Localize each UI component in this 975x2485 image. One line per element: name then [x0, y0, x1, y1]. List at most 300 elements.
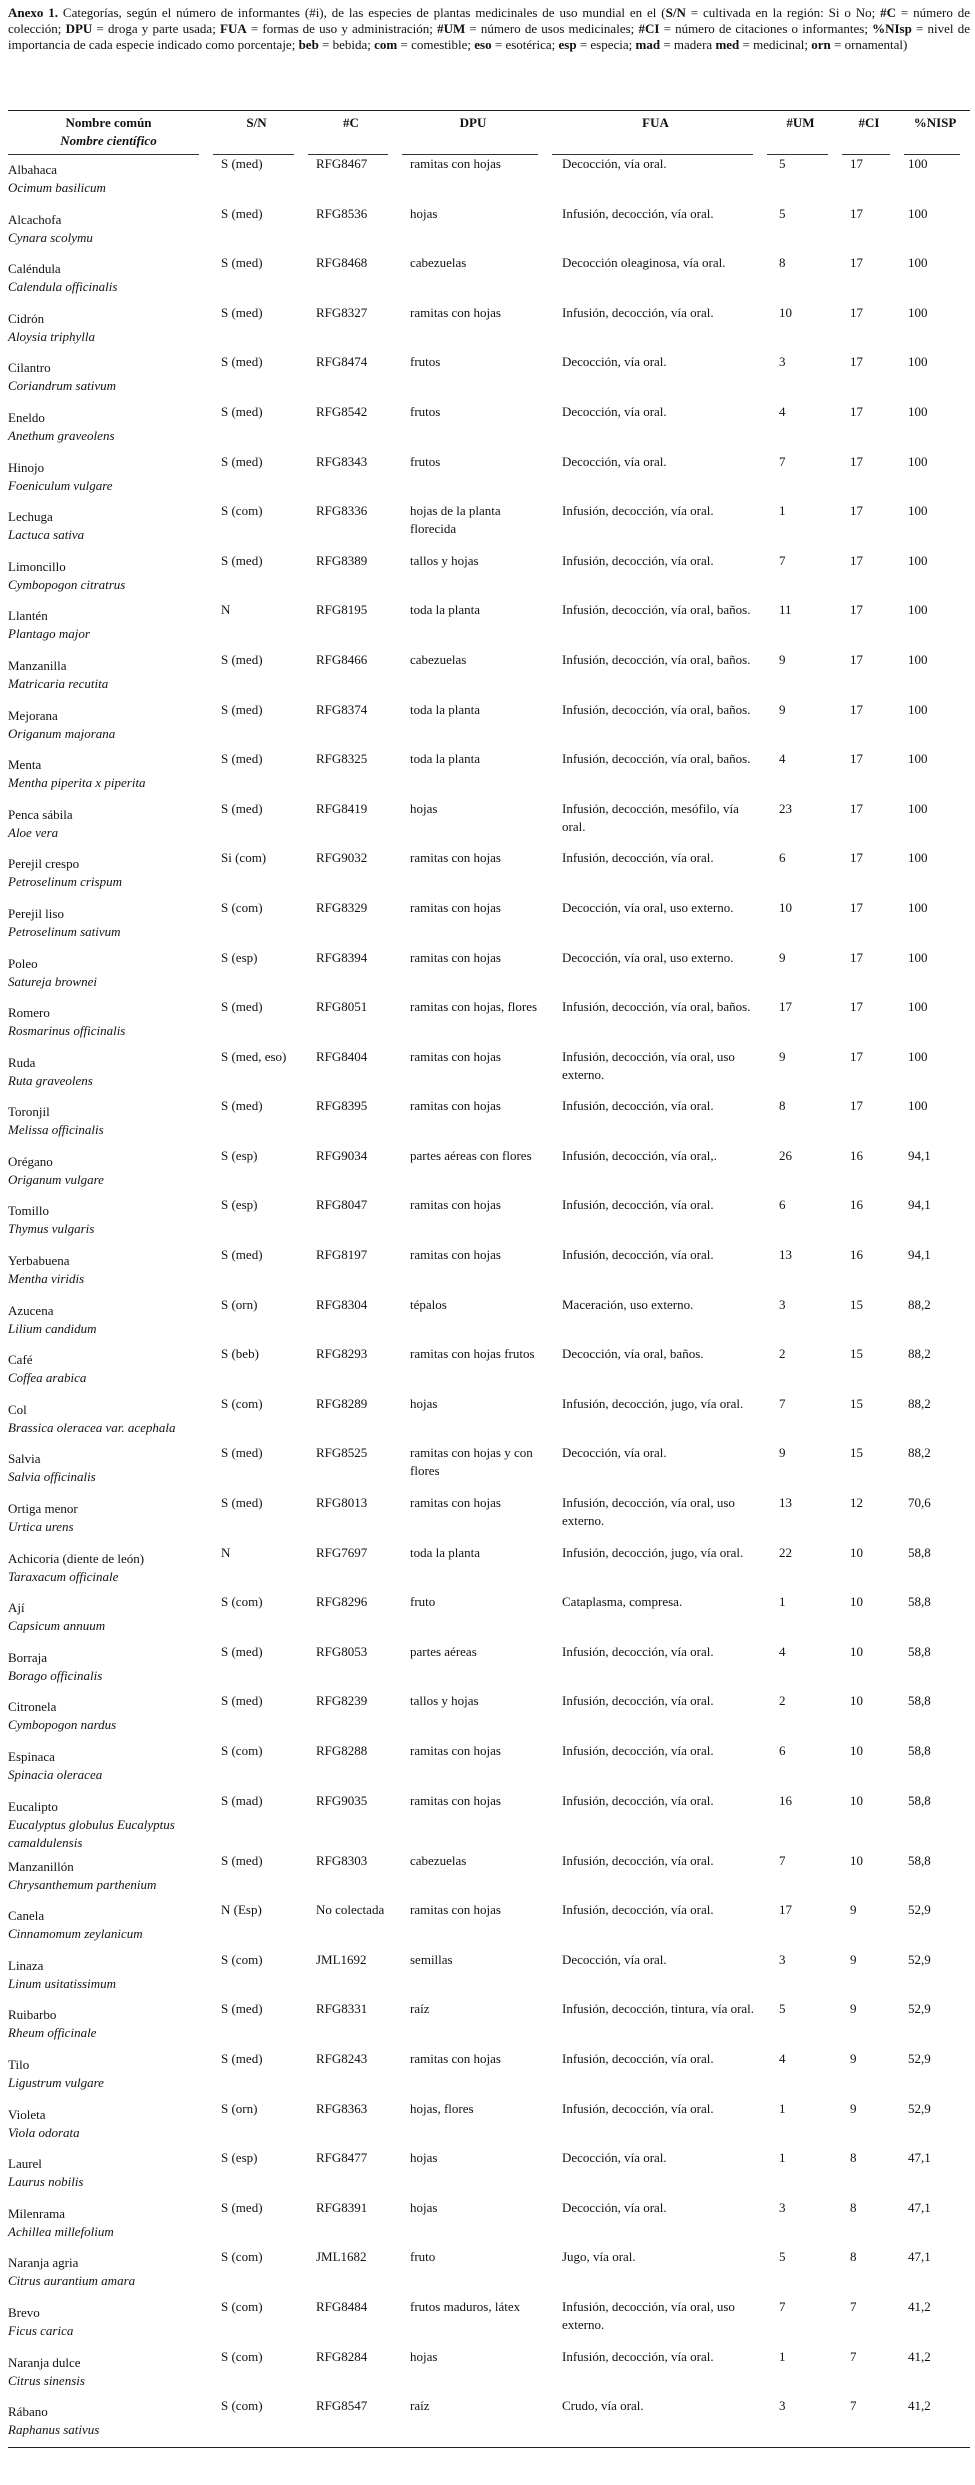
cell-numero-coleccion: RFG8053	[316, 1643, 368, 1659]
cell-fua: Infusión, decocción, vía oral.	[562, 1247, 714, 1263]
cell-citaciones: 17	[850, 354, 863, 370]
scientific-name: Brassica oleracea var. acephala	[8, 1419, 176, 1435]
cell-usos-medicinales: 17	[779, 1902, 792, 1918]
cell-citaciones: 15	[850, 1395, 863, 1411]
cell-nombre	[8, 1246, 209, 1296]
scientific-name: Ruta graveolens	[8, 1072, 93, 1088]
cell-nisp: 58,8	[908, 1544, 931, 1560]
cell-numero-coleccion: RFG8374	[316, 701, 368, 717]
cell-sn: S (med)	[221, 1098, 263, 1114]
scientific-name: Cynara scolymu	[8, 229, 93, 245]
table-row	[8, 1792, 970, 1852]
cell-nisp: 100	[908, 403, 928, 419]
cell-numero-coleccion: RFG8343	[316, 453, 368, 469]
header-dpu	[398, 111, 548, 156]
cell-fua: Decocción, vía oral.	[562, 1445, 667, 1461]
cell-numero-coleccion: RFG8542	[316, 403, 368, 419]
cell-nombre	[8, 304, 209, 354]
cell-nisp: 52,9	[908, 2001, 931, 2017]
cell-nombre	[8, 502, 209, 552]
header-numero-coleccion-label: #C	[343, 115, 359, 130]
table-row	[8, 1395, 970, 1445]
cell-dpu: ramitas con hojas	[410, 1792, 501, 1808]
cell-citaciones: 10	[850, 1852, 863, 1868]
cell-nombre	[8, 1593, 209, 1643]
common-name: Caléndula	[8, 261, 61, 277]
scientific-name: Rosmarinus officinalis	[8, 1023, 126, 1039]
cell-numero-coleccion: RFG8466	[316, 651, 368, 667]
scientific-name: Cinnamomum zeylanicum	[8, 1926, 143, 1942]
scientific-name: Taraxacum officinale	[8, 1568, 119, 1584]
cell-fua: Infusión, decocción, vía oral.	[562, 205, 714, 221]
cell-sn: S (mad)	[221, 1792, 263, 1808]
table-row	[8, 1901, 970, 1951]
table-row	[8, 1246, 970, 1296]
cell-fua: Infusión, decocción, vía oral.	[562, 1902, 714, 1918]
cell-sn: S (com)	[221, 1594, 263, 1610]
cell-numero-coleccion: RFG8389	[316, 552, 368, 568]
cell-numero-coleccion: RFG8394	[316, 949, 368, 965]
cell-citaciones: 12	[850, 1495, 863, 1511]
cell-nombre	[8, 155, 209, 205]
cell-nisp: 52,9	[908, 1902, 931, 1918]
table-row	[8, 2100, 970, 2150]
scientific-name: Mentha viridis	[8, 1271, 85, 1287]
cell-dpu: ramitas con hojas	[410, 2050, 501, 2066]
header-underline	[842, 154, 890, 155]
cell-nisp: 100	[908, 205, 928, 221]
cell-nisp: 100	[908, 1048, 928, 1064]
cell-numero-coleccion: RFG8289	[316, 1395, 368, 1411]
cell-citaciones: 10	[850, 1743, 863, 1758]
cell-usos-medicinales: 17	[779, 999, 792, 1015]
cell-sn: S (med)	[221, 1852, 263, 1868]
cell-dpu: hojas	[410, 205, 438, 221]
cell-dpu: hojas	[410, 1395, 438, 1411]
scientific-name: Anethum graveolens	[8, 427, 115, 443]
cell-citaciones: 17	[850, 701, 863, 717]
cell-nisp: 100	[908, 701, 928, 717]
header-underline	[767, 154, 828, 155]
cell-nombre	[8, 1643, 209, 1693]
cell-dpu: frutos maduros, látex	[410, 2298, 521, 2314]
cell-sn: S (med)	[221, 1247, 263, 1263]
cell-sn: N	[221, 602, 231, 618]
common-name: Perejil crespo	[8, 856, 80, 872]
cell-numero-coleccion: RFG8547	[316, 2398, 368, 2414]
cell-nombre	[8, 1792, 209, 1852]
scientific-name: Viola odorata	[8, 2124, 80, 2140]
cell-dpu: tépalos	[410, 1296, 447, 1312]
cell-citaciones: 17	[850, 1048, 863, 1064]
cell-nisp: 41,2	[908, 2398, 931, 2414]
cell-nisp: 41,2	[908, 2298, 931, 2314]
cell-citaciones: 8	[850, 2249, 857, 2265]
scientific-name: Achillea millefolium	[8, 2223, 114, 2239]
cell-citaciones: 10	[850, 1643, 863, 1659]
common-name: Canela	[8, 1908, 45, 1924]
cell-dpu: ramitas con hojas	[410, 156, 501, 171]
cell-nombre	[8, 2199, 209, 2249]
cell-dpu: toda la planta	[410, 1544, 481, 1560]
cell-numero-coleccion: RFG8239	[316, 1693, 368, 1709]
cell-numero-coleccion: RFG8474	[316, 354, 368, 370]
cell-fua: Infusión, decocción, vía oral.	[562, 2050, 714, 2066]
header-underline	[552, 154, 753, 155]
cell-dpu: ramitas con hojas	[410, 850, 501, 866]
common-name: Cidrón	[8, 310, 45, 326]
cell-usos-medicinales: 13	[779, 1247, 792, 1263]
cell-numero-coleccion: RFG8525	[316, 1445, 368, 1461]
cell-numero-coleccion: RFG8395	[316, 1098, 368, 1114]
cell-fua: Infusión, decocción, vía oral.	[562, 2100, 714, 2116]
cell-dpu: tallos y hojas	[410, 1693, 479, 1709]
table-row	[8, 1544, 970, 1594]
cell-usos-medicinales: 13	[779, 1495, 792, 1511]
common-name: Eucalipto	[8, 1798, 58, 1814]
cell-numero-coleccion: RFG9035	[316, 1792, 368, 1808]
cell-nisp: 100	[908, 304, 928, 320]
cell-dpu: tallos y hojas	[410, 552, 479, 568]
table-row	[8, 1296, 970, 1346]
cell-usos-medicinales: 1	[779, 2150, 786, 2166]
cell-nisp: 100	[908, 453, 928, 469]
header-sn-label: S/N	[246, 115, 267, 130]
cell-nisp: 47,1	[908, 2150, 931, 2166]
cell-fua: Infusión, decocción, vía oral.	[562, 1743, 714, 1758]
table-row	[8, 1097, 970, 1147]
cell-dpu: ramitas con hojas	[410, 899, 501, 915]
cell-numero-coleccion: RFG8336	[316, 503, 368, 519]
cell-nombre	[8, 552, 209, 602]
cell-nisp: 58,8	[908, 1594, 931, 1610]
scientific-name: Spinacia oleracea	[8, 1767, 103, 1782]
cell-nisp: 100	[908, 552, 928, 568]
cell-usos-medicinales: 10	[779, 899, 792, 915]
table-row	[8, 2248, 970, 2298]
table-row	[8, 403, 970, 453]
cell-usos-medicinales: 5	[779, 156, 786, 171]
header-numero-coleccion	[304, 111, 398, 156]
cell-usos-medicinales: 7	[779, 1852, 786, 1868]
cell-sn: S (med)	[221, 156, 263, 171]
cell-numero-coleccion: RFG8419	[316, 800, 368, 816]
cell-sn: S (med)	[221, 1445, 263, 1461]
cell-numero-coleccion: RFG8327	[316, 304, 368, 320]
header-nisp	[900, 111, 970, 156]
cell-nisp: 88,2	[908, 1296, 931, 1312]
cell-numero-coleccion: RFG8195	[316, 602, 368, 618]
cell-sn: S (com)	[221, 2398, 263, 2414]
cell-sn: S (beb)	[221, 1346, 259, 1362]
cell-numero-coleccion: JML1692	[316, 1951, 367, 1967]
common-name: Toronjil	[8, 1104, 50, 1120]
scientific-name: Foeniculum vulgare	[8, 477, 113, 493]
cell-nombre	[8, 1296, 209, 1346]
cell-nisp: 47,1	[908, 2249, 931, 2265]
common-name: Alcachofa	[8, 211, 62, 227]
cell-nombre	[8, 1742, 209, 1792]
cell-nombre	[8, 1097, 209, 1147]
table-body	[8, 155, 970, 2447]
cell-numero-coleccion: JML1682	[316, 2249, 367, 2265]
cell-citaciones: 8	[850, 2199, 857, 2215]
cell-numero-coleccion: RFG8468	[316, 255, 368, 271]
cell-citaciones: 9	[850, 2100, 857, 2116]
table-row	[8, 2000, 970, 2050]
cell-nisp: 100	[908, 899, 928, 915]
common-name: Rábano	[8, 2404, 48, 2420]
cell-nisp: 58,8	[908, 1743, 931, 1758]
scientific-name: Satureja brownei	[8, 973, 97, 989]
cell-usos-medicinales: 6	[779, 1197, 786, 1213]
cell-sn: S (med)	[221, 552, 263, 568]
cell-sn: S (com)	[221, 2348, 263, 2364]
common-name: Linaza	[8, 1957, 44, 1973]
header-citaciones-label: #CI	[858, 115, 880, 130]
cell-sn: S (esp)	[221, 1147, 258, 1163]
cell-citaciones: 15	[850, 1346, 863, 1362]
cell-fua: Decocción, vía oral, uso externo.	[562, 899, 734, 915]
cell-fua: Infusión, decocción, vía oral.	[562, 1197, 714, 1213]
cell-nombre	[8, 453, 209, 503]
cell-sn: S (esp)	[221, 2150, 258, 2166]
cell-numero-coleccion: RFG8329	[316, 899, 368, 915]
table-row	[8, 552, 970, 602]
common-name: Café	[8, 1352, 33, 1368]
header-underline	[308, 154, 388, 155]
cell-nombre	[8, 205, 209, 255]
cell-citaciones: 15	[850, 1445, 863, 1461]
table-row	[8, 1742, 970, 1792]
common-name: Espinaca	[8, 1749, 55, 1764]
common-name: Salvia	[8, 1451, 41, 1467]
cell-usos-medicinales: 2	[779, 1346, 786, 1362]
table-row	[8, 2050, 970, 2100]
cell-nombre	[8, 254, 209, 304]
cell-citaciones: 7	[850, 2298, 857, 2314]
cell-dpu: ramitas con hojas	[410, 304, 501, 320]
cell-fua: Infusión, decocción, jugo, vía oral.	[562, 1544, 744, 1560]
cell-sn: Si (com)	[221, 850, 267, 866]
cell-numero-coleccion: RFG8363	[316, 2100, 368, 2116]
cell-dpu: frutos	[410, 403, 441, 419]
cell-fua: Cataplasma, compresa.	[562, 1594, 683, 1610]
cell-citaciones: 17	[850, 205, 863, 221]
cell-nisp: 100	[908, 255, 928, 271]
table-row	[8, 1196, 970, 1246]
scientific-name: Melissa officinalis	[8, 1122, 104, 1138]
cell-citaciones: 17	[850, 156, 863, 171]
common-name: Milenrama	[8, 2205, 66, 2221]
cell-nisp: 100	[908, 949, 928, 965]
cell-dpu: toda la planta	[410, 602, 481, 618]
cell-citaciones: 17	[850, 751, 863, 767]
header-nombre-cientifico: Nombre científico	[60, 133, 157, 148]
cell-dpu: hojas	[410, 800, 438, 816]
cell-sn: S (med)	[221, 651, 263, 667]
cell-sn: S (med)	[221, 999, 263, 1015]
cell-sn: S (med)	[221, 255, 263, 271]
cell-numero-coleccion: RFG8477	[316, 2150, 368, 2166]
common-name: Manzanilla	[8, 657, 67, 673]
cell-citaciones: 17	[850, 999, 863, 1015]
common-name: Hinojo	[8, 459, 45, 475]
cell-dpu: toda la planta	[410, 751, 481, 767]
common-name: Brevo	[8, 2304, 40, 2320]
cell-fua: Decocción, vía oral.	[562, 453, 667, 469]
common-name: Violeta	[8, 2106, 46, 2122]
cell-usos-medicinales: 7	[779, 2298, 786, 2314]
cell-sn: S (med)	[221, 1693, 263, 1709]
common-name: Menta	[8, 757, 42, 773]
cell-sn: S (com)	[221, 899, 263, 915]
cell-nisp: 94,1	[908, 1147, 931, 1163]
common-name: Tomillo	[8, 1203, 49, 1219]
cell-sn: S (med)	[221, 1643, 263, 1659]
cell-nombre	[8, 2248, 209, 2298]
cell-nombre	[8, 1444, 209, 1494]
scientific-name: Laurus nobilis	[8, 2174, 84, 2190]
scientific-name: Rheum officinale	[8, 2025, 97, 2041]
cell-dpu: hojas	[410, 2150, 438, 2166]
cell-citaciones: 17	[850, 255, 863, 271]
cell-fua: Decocción, vía oral.	[562, 1951, 667, 1967]
cell-nombre	[8, 2000, 209, 2050]
cell-sn: S (med)	[221, 1495, 263, 1511]
table-header-row	[8, 111, 970, 156]
cell-usos-medicinales: 4	[779, 751, 786, 767]
cell-usos-medicinales: 6	[779, 850, 786, 866]
cell-sn: S (esp)	[221, 1197, 258, 1213]
cell-nisp: 58,8	[908, 1643, 931, 1659]
cell-dpu: hojas	[410, 2348, 438, 2364]
cell-citaciones: 9	[850, 1902, 857, 1918]
cell-numero-coleccion: RFG8303	[316, 1852, 368, 1868]
cell-fua: Infusión, decocción, vía oral, uso externo.	[562, 1048, 735, 1082]
table-row	[8, 701, 970, 751]
header-sn	[209, 111, 304, 156]
cell-numero-coleccion: RFG8304	[316, 1296, 368, 1312]
cell-nisp: 52,9	[908, 1951, 931, 1967]
cell-numero-coleccion: RFG8391	[316, 2199, 368, 2215]
table-caption	[8, 5, 970, 53]
scientific-name: Lilium candidum	[8, 1320, 97, 1336]
cell-numero-coleccion: No colectada	[316, 1902, 385, 1918]
scientific-name: Citrus sinensis	[8, 2372, 85, 2388]
cell-dpu: toda la planta	[410, 701, 481, 717]
cell-fua: Infusión, decocción, vía oral.	[562, 552, 714, 568]
scientific-name: Citrus aurantium amara	[8, 2273, 136, 2289]
common-name: Ruibarbo	[8, 2007, 57, 2023]
scientific-name: Aloysia triphylla	[8, 328, 96, 344]
scientific-name: Matricaria recutita	[8, 675, 109, 691]
cell-dpu: frutos	[410, 354, 441, 370]
scientific-name: Plantago major	[8, 626, 90, 642]
cell-nombre	[8, 1544, 209, 1594]
cell-usos-medicinales: 1	[779, 503, 786, 519]
common-name: Cilantro	[8, 360, 51, 376]
cell-sn: S (med)	[221, 800, 263, 816]
cell-sn: S (med)	[221, 2050, 263, 2066]
cell-dpu: ramitas con hojas	[410, 1247, 501, 1263]
scientific-name: Petroselinum sativum	[8, 923, 121, 939]
cell-nombre	[8, 899, 209, 949]
common-name: Ortiga menor	[8, 1501, 78, 1517]
table-row	[8, 453, 970, 503]
cell-fua: Maceración, uso externo.	[562, 1296, 694, 1312]
cell-dpu: cabezuelas	[410, 255, 467, 271]
cell-fua: Infusión, decocción, vía oral.	[562, 1792, 714, 1808]
cell-dpu: ramitas con hojas	[410, 1048, 501, 1064]
cell-fua: Infusión, decocción, vía oral.	[562, 304, 714, 320]
common-name: Orégano	[8, 1153, 53, 1169]
cell-usos-medicinales: 7	[779, 1395, 786, 1411]
common-name: Lechuga	[8, 509, 53, 525]
cell-dpu: ramitas con hojas y con flores	[410, 1445, 533, 1479]
table-bottom-rule	[8, 2447, 970, 2448]
cell-usos-medicinales: 3	[779, 2199, 786, 2215]
scientific-name: Urtica urens	[8, 1519, 74, 1535]
scientific-name: Capsicum annuum	[8, 1618, 106, 1634]
table-row	[8, 1147, 970, 1197]
cell-nombre	[8, 849, 209, 899]
scientific-name: Linum usitatissimum	[8, 1975, 116, 1991]
cell-nombre	[8, 1692, 209, 1742]
cell-nisp: 70,6	[908, 1495, 931, 1511]
scientific-name: Cymbopogon nardus	[8, 1717, 117, 1733]
cell-nombre	[8, 2100, 209, 2150]
cell-citaciones: 17	[850, 602, 863, 618]
cell-sn: S (com)	[221, 2249, 263, 2265]
cell-usos-medicinales: 3	[779, 354, 786, 370]
cell-usos-medicinales: 4	[779, 1643, 786, 1659]
cell-sn: S (med)	[221, 354, 263, 370]
cell-numero-coleccion: RFG8051	[316, 999, 368, 1015]
table-row	[8, 1852, 970, 1902]
cell-citaciones: 17	[850, 651, 863, 667]
header-underline	[402, 154, 538, 155]
cell-citaciones: 17	[850, 800, 863, 816]
cell-numero-coleccion: RFG8325	[316, 751, 368, 767]
cell-numero-coleccion: RFG8288	[316, 1743, 368, 1758]
scientific-name: Thymus vulgaris	[8, 1221, 95, 1237]
cell-numero-coleccion: RFG8484	[316, 2298, 368, 2314]
cell-citaciones: 17	[850, 304, 863, 320]
cell-fua: Infusión, decocción, vía oral.	[562, 1098, 714, 1114]
cell-nombre	[8, 403, 209, 453]
cell-nisp: 100	[908, 602, 928, 618]
scientific-name: Eucalyptus globulus Eucalyptus camaldulensis	[8, 1816, 175, 1850]
scientific-name: Ocimum basilicum	[8, 180, 106, 195]
cell-sn: S (med, eso)	[221, 1048, 287, 1064]
common-name: Penca sábila	[8, 806, 73, 822]
cell-usos-medicinales: 9	[779, 949, 786, 965]
cell-nisp: 100	[908, 751, 928, 767]
cell-usos-medicinales: 5	[779, 2001, 786, 2017]
scientific-name: Borago officinalis	[8, 1667, 103, 1683]
cell-sn: S (med)	[221, 2199, 263, 2215]
cell-fua: Decocción, vía oral, uso externo.	[562, 949, 734, 965]
common-name: Eneldo	[8, 409, 45, 425]
table-row	[8, 2298, 970, 2348]
scientific-name: Origanum vulgare	[8, 1171, 104, 1187]
cell-usos-medicinales: 4	[779, 2050, 786, 2066]
table-row	[8, 2199, 970, 2249]
scientific-name: Ficus carica	[8, 2322, 74, 2338]
cell-numero-coleccion: RFG8404	[316, 1048, 368, 1064]
cell-sn: N (Esp)	[221, 1902, 262, 1918]
